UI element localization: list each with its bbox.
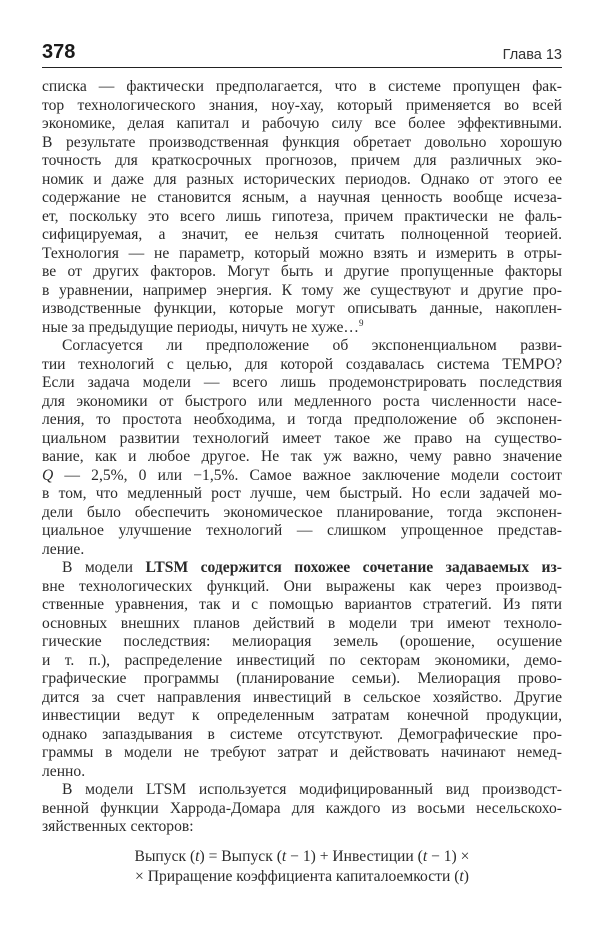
- text-line: в уравнении, например энергия. К тому же существуют и другие про-: [42, 281, 562, 299]
- chapter-title: Глава 13: [502, 47, 562, 63]
- text-line: вне технологических функций. Они выражены как через производ-: [42, 577, 562, 595]
- text-segment: − 1) + Инвестиции (: [286, 848, 423, 865]
- text-line: тор технологического знания, ноу-хау, который применяется во всей: [42, 96, 562, 114]
- text-segment: ): [463, 868, 469, 885]
- paragraph: [42, 559, 562, 781]
- text-line: сифицируемая, а значит, ее нельзя считать полноценной теорией.: [42, 226, 562, 243]
- text-line: основных внешних планов действий в модели три имеют техноло-: [42, 614, 562, 632]
- text-segment: − 1) ×: [427, 848, 470, 865]
- text-segment: ) = Выпуск (: [199, 848, 282, 865]
- text-line: ления, то простота необходима, и тогда предположение об экспонен-: [42, 411, 562, 428]
- formula: [42, 847, 562, 887]
- text-line: содержание не становится ясным, а научная ценность вообще исчеза-: [42, 189, 562, 206]
- text-line: тии технологий с целью, для которой создавалась система TEMPO?: [42, 355, 562, 373]
- text-line: ет, поскольку это всего лишь гипотеза, причем практически не фаль-: [42, 207, 562, 225]
- text-line: вание, как и любое другое. Не так уж важно, чему равно значение: [42, 448, 562, 465]
- footnote-ref[interactable]: 9: [358, 317, 364, 328]
- text-line: номик и даже для разных исторических периодов. Однако от этого ее: [42, 170, 562, 188]
- text-segment: — 2,5%, 0 или −1,5%. Самое важное заключение модели состоит: [53, 466, 562, 484]
- text-line: для экономики от быстрого или медленного роста численности насе-: [42, 392, 562, 410]
- text-segment: t: [422, 848, 428, 865]
- text-segment: t: [195, 848, 200, 865]
- text-line: Технология — не параметр, который можно взять и измерить в отры-: [42, 244, 562, 262]
- text-line: граммы в модели не требуют затрат и действовать начинают немед-: [42, 744, 562, 761]
- paragraph: [42, 78, 562, 337]
- text-line: списка — фактически предполагается, что в системе пропущен фак-: [42, 78, 562, 95]
- text-line: дели было обеспечить экономическое планирование, тогда экспонен-: [42, 503, 562, 521]
- text-line: однако запаздывания в системе отсутствуют. Демографические про-: [42, 725, 562, 743]
- text-line: ление.: [42, 540, 85, 558]
- text-line: венной функции Харрода-Домара для каждого из восьми несельскохо-: [42, 799, 562, 817]
- text-segment: Выпуск (: [134, 848, 196, 865]
- text-line: дится за счет направления инвестиций в сельское хозяйство. Другие: [42, 688, 562, 706]
- text-line: [42, 559, 562, 578]
- text-segment: В модели: [62, 559, 146, 576]
- text-line: экономике, делая капитал и рабочую силу все более эффективными.: [42, 115, 562, 132]
- paragraph: [42, 337, 562, 559]
- text-line: инвестиции ведут к определенным затратам конечной продукции,: [42, 707, 562, 724]
- text-line: Если задача модели — всего лишь продемонстрировать последствия: [42, 374, 562, 391]
- page-number: 378: [42, 41, 76, 63]
- body-text: [42, 78, 562, 837]
- running-header: [42, 40, 562, 68]
- text-line: [42, 467, 562, 486]
- text-line: и т. п.), распределение инвестиций по секторам экономики, демо-: [42, 651, 562, 669]
- text-line: изводственные функции, которые могут описывать данные, накоплен-: [42, 300, 562, 317]
- text-segment: ные за предыдущие периоды, ничуть не хуже…: [42, 318, 359, 336]
- formula-line: [42, 847, 562, 867]
- text-segment: Q: [42, 466, 54, 484]
- text-line: циальное улучшение технологий — слишком упрощенное представ-: [42, 522, 562, 539]
- paragraph: [42, 781, 562, 837]
- text-line: в том, что медленный рост лучше, чем быстрый. Но если задачей мо-: [42, 485, 562, 502]
- text-line: графические программы (планирование семьи). Мелиорация прово-: [42, 670, 562, 687]
- text-line: В модели LTSM используется модифицированный вид производст-: [62, 781, 562, 798]
- text-line: точность для краткосрочных прогнозов, причем для различных эко-: [42, 152, 562, 169]
- formula-line: [42, 867, 562, 887]
- text-segment: × Приращение коэффициента капиталоемкости (: [135, 868, 460, 885]
- text-line: ственные уравнения, так и с помощью вариантов стратегий. Из пяти: [42, 596, 562, 613]
- text-line: циальном развитии технологий имеет такое же право на существо-: [42, 429, 562, 447]
- text-line: Согласуется ли предположение об экспоненциальном разви-: [62, 337, 562, 354]
- text-segment: LTSM содержится похожее сочетание задаваемых из-: [145, 559, 562, 576]
- text-segment: t: [281, 848, 287, 865]
- text-line: ве от других факторов. Могут быть и другие пропущенные факторы: [42, 263, 562, 280]
- text-line: [42, 319, 562, 338]
- text-line: гические последствия: мелиорация земель (орошение, осушение: [42, 633, 562, 650]
- text-line: зяйственных секторов:: [42, 818, 194, 835]
- text-line: В результате производственная функция обретает довольно хорошую: [42, 133, 562, 151]
- text-line: ленно.: [42, 762, 86, 780]
- text-segment: t: [459, 868, 464, 885]
